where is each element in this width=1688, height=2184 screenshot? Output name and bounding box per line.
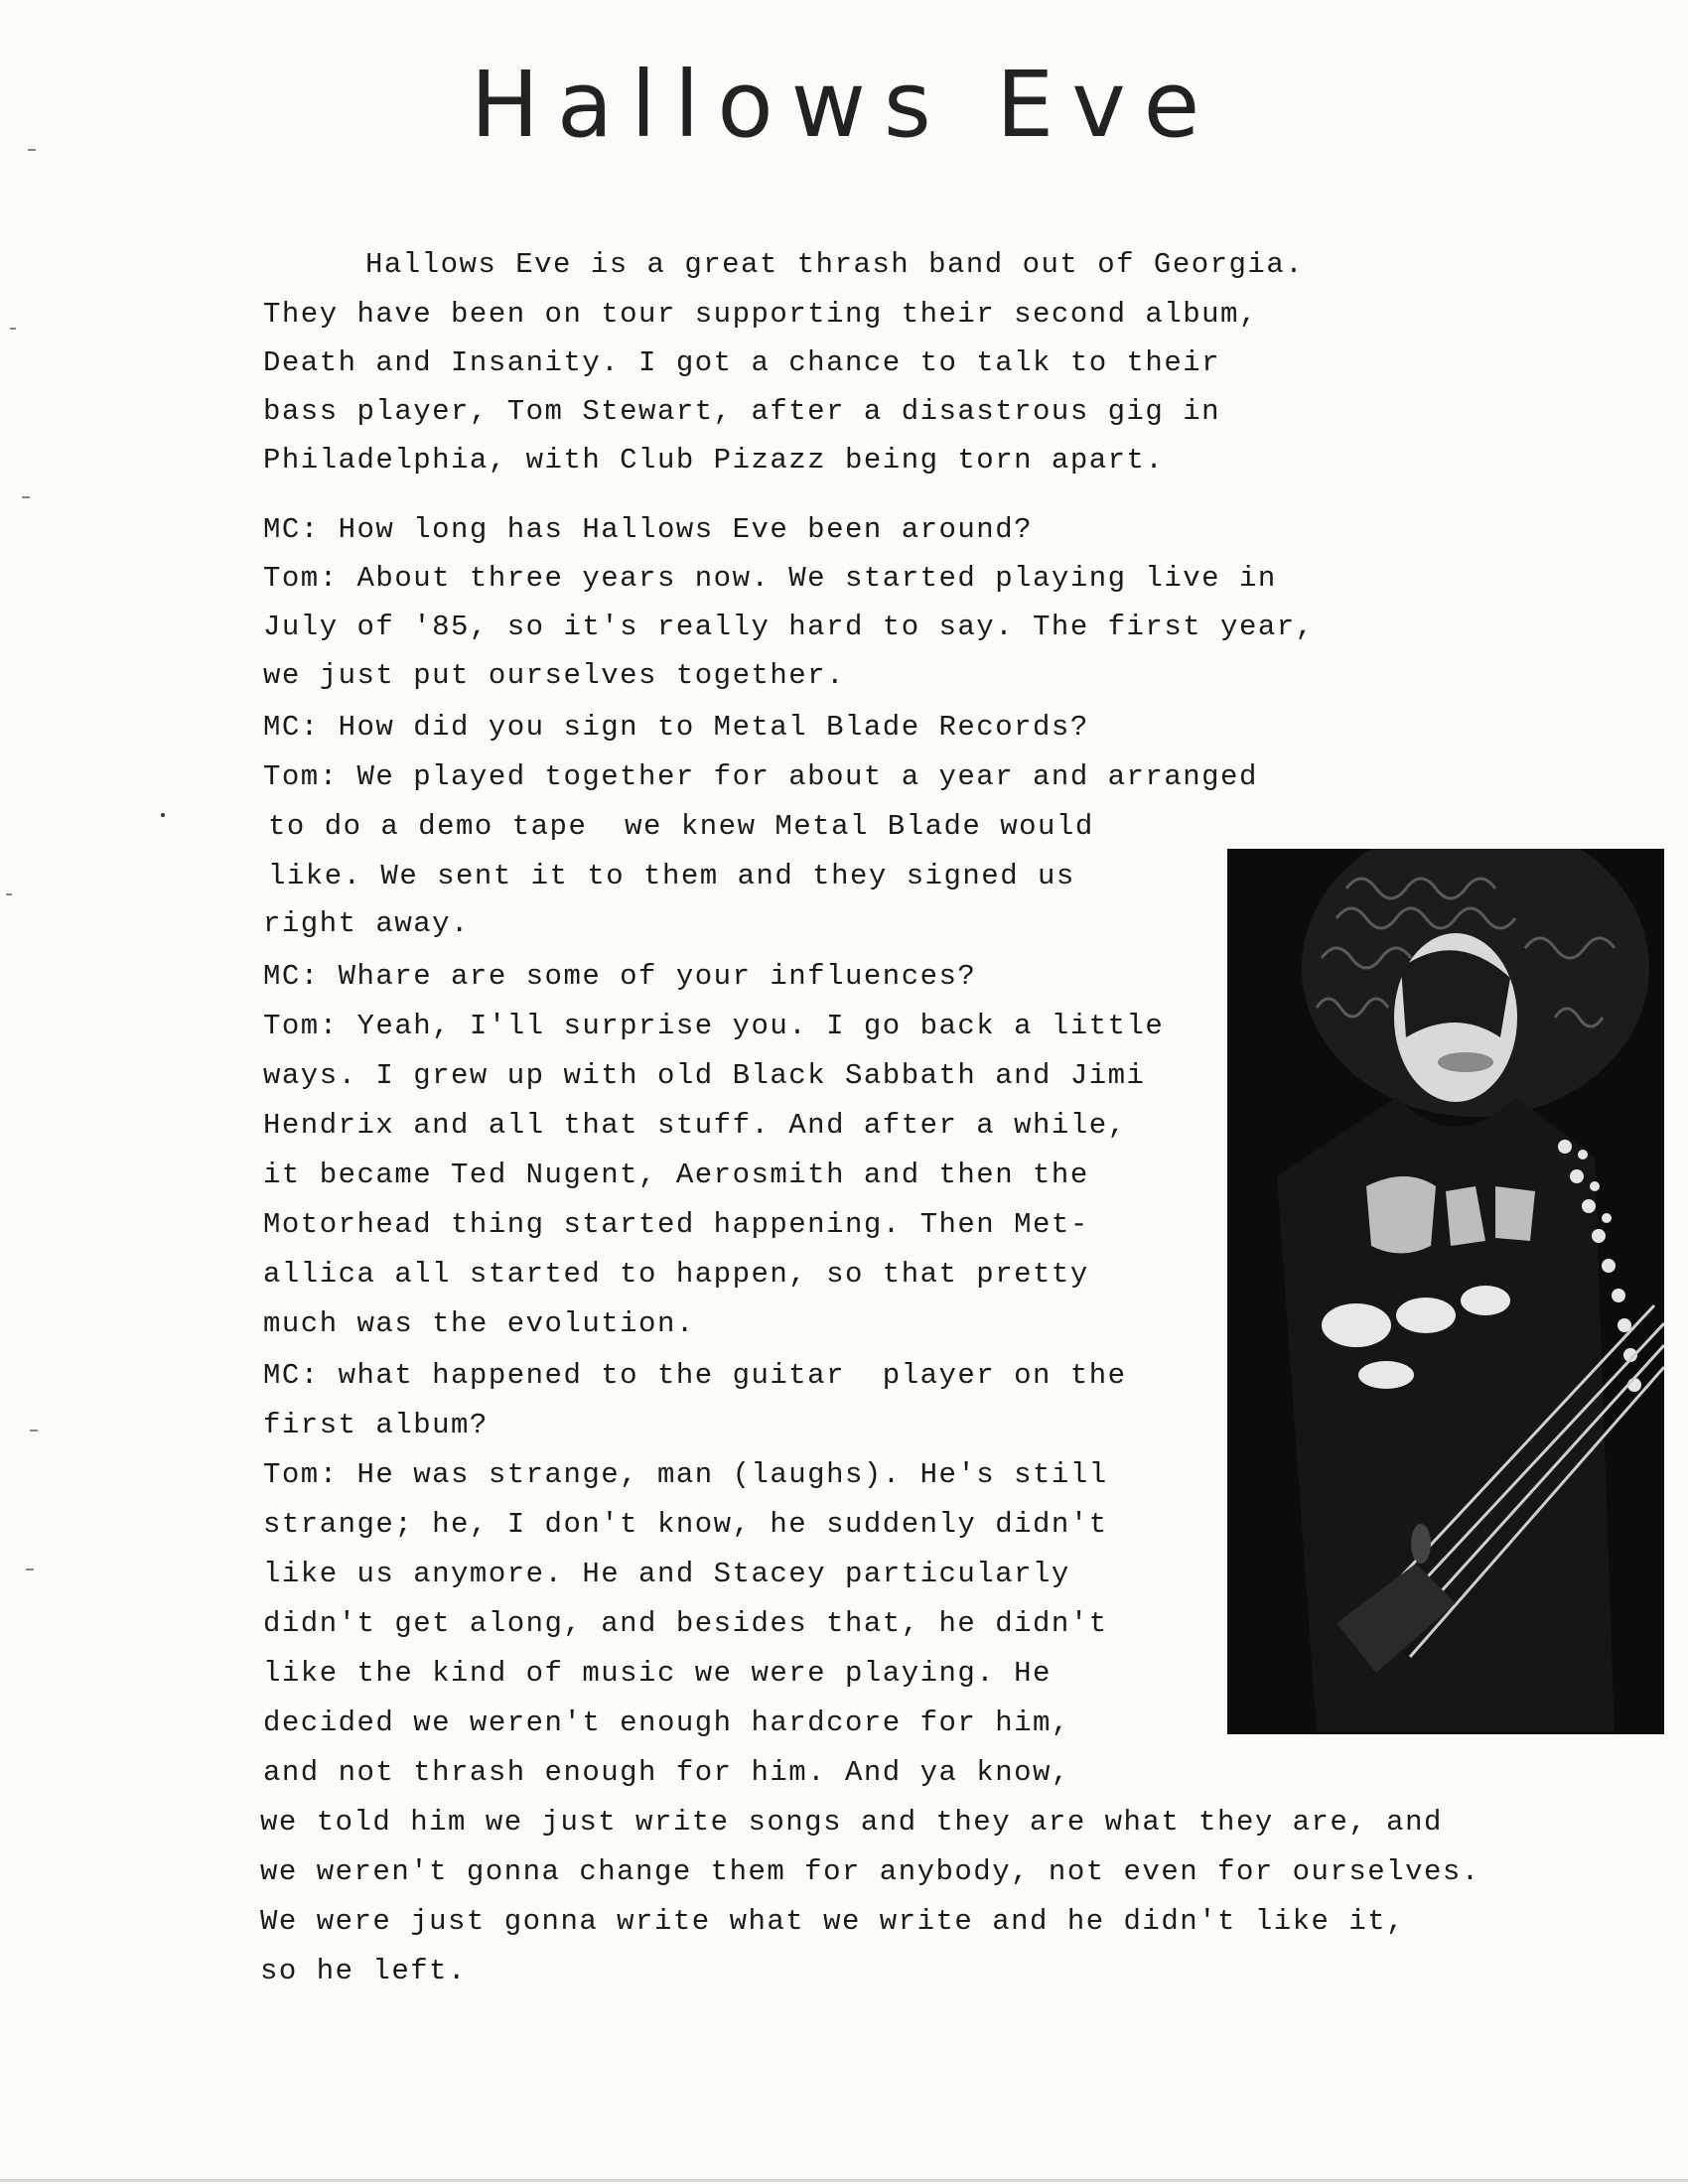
interview-line: strange; he, I don't know, he suddenly didn't <box>263 1508 1108 1541</box>
interview-line: like us anymore. He and Stacey particularly <box>263 1558 1070 1590</box>
interview-line: decided we weren't enough hardcore for him, <box>263 1706 1070 1739</box>
margin-mark <box>10 328 16 330</box>
interview-line: Tom: About three years now. We started playing live in <box>263 562 1277 595</box>
margin-mark <box>161 813 165 817</box>
margin-mark <box>26 1569 34 1570</box>
interview-line: Hendrix and all that stuff. And after a while, <box>263 1109 1127 1142</box>
interview-line: MC: what happened to the guitar player on the <box>263 1359 1127 1392</box>
interview-line: allica all started to happen, so that pretty <box>263 1258 1089 1291</box>
interview-line: Tom: He was strange, man (laughs). He's still <box>263 1458 1108 1491</box>
intro-line: Philadelphia, with Club Pizazz being torn apart. <box>263 444 1165 477</box>
interview-line: we just put ourselves together. <box>263 659 845 692</box>
interview-line: we weren't gonna change them for anybody, not even for ourselves. <box>260 1855 1480 1888</box>
intro-line: They have been on tour supporting their second album, <box>263 298 1258 331</box>
interview-line: Tom: Yeah, I'll surprise you. I go back a little <box>263 1010 1165 1042</box>
interview-line: MC: Whare are some of your influences? <box>263 960 977 993</box>
margin-mark <box>22 496 30 498</box>
interview-line: ways. I grew up with old Black Sabbath and Jimi <box>263 1059 1146 1092</box>
interview-line: much was the evolution. <box>263 1307 695 1340</box>
interview-line: Tom: We played together for about a year and arranged <box>263 760 1258 793</box>
intro-line: bass player, Tom Stewart, after a disastrous gig in <box>263 395 1221 428</box>
margin-mark <box>0 2179 1688 2182</box>
interview-line: we told him we just write songs and they are what they are, and <box>260 1806 1443 1839</box>
interview-line: right away. <box>263 907 470 940</box>
intro-line: Hallows Eve is a great thrash band out of Georgia. <box>365 248 1305 281</box>
interview-line: to do a demo tape we knew Metal Blade would <box>268 810 1094 843</box>
band-member-photo <box>1227 849 1664 1734</box>
interview-line: so he left. <box>260 1955 467 1987</box>
page-title: Hallows Eve <box>470 52 1218 158</box>
interview-line: like. We sent it to them and they signed us <box>268 860 1075 892</box>
interview-line: We were just gonna write what we write and he didn't like it, <box>260 1905 1406 1938</box>
interview-line: didn't get along, and besides that, he didn't <box>263 1607 1108 1640</box>
interview-line: first album? <box>263 1409 489 1441</box>
interview-line: like the kind of music we were playing. He <box>263 1657 1052 1690</box>
margin-mark <box>6 893 12 895</box>
margin-mark <box>30 1430 38 1432</box>
margin-mark <box>28 149 36 151</box>
interview-line: it became Ted Nugent, Aerosmith and then the <box>263 1159 1089 1191</box>
interview-line: MC: How long has Hallows Eve been around? <box>263 513 1034 546</box>
intro-line: Death and Insanity. I got a chance to talk to their <box>263 346 1221 379</box>
interview-line: MC: How did you sign to Metal Blade Records? <box>263 711 1089 744</box>
interview-line: July of '85, so it's really hard to say. The first year, <box>263 611 1315 643</box>
interview-line: Motorhead thing started happening. Then Met- <box>263 1208 1089 1241</box>
interview-line: and not thrash enough for him. And ya know, <box>263 1756 1070 1789</box>
